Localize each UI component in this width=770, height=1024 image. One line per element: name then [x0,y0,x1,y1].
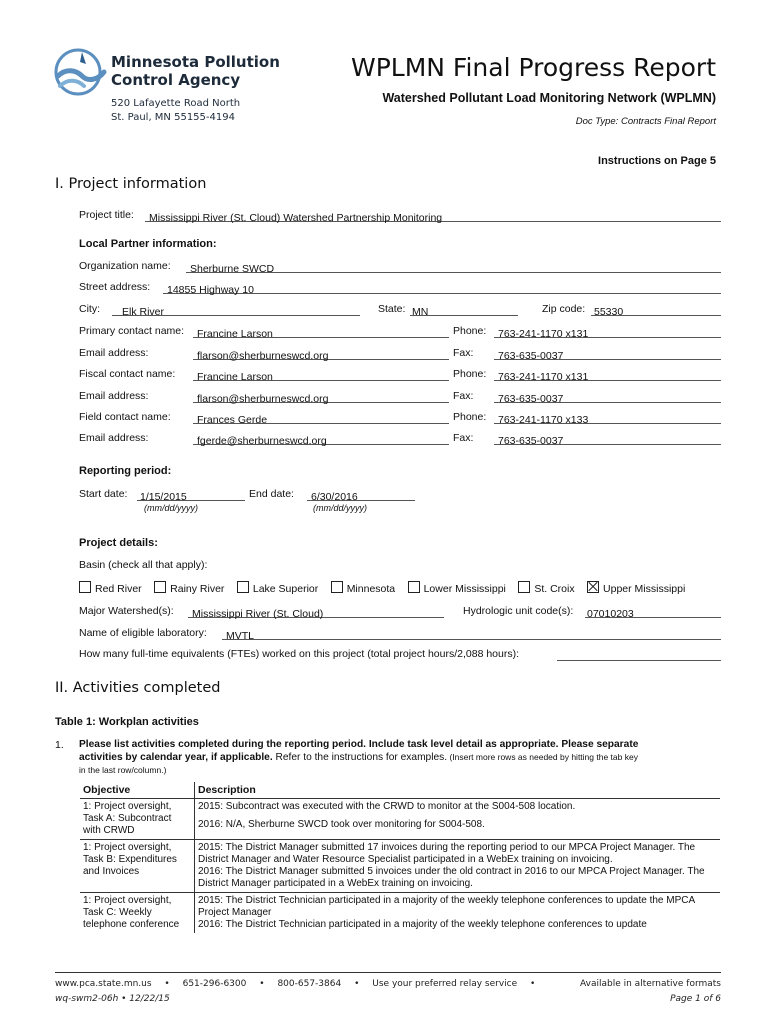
checkbox-upper-mississippi[interactable] [587,581,599,593]
lab-field[interactable] [222,626,721,640]
lab-label: Name of eligible laboratory: [79,627,207,639]
watershed-label: Major Watershed(s): [79,605,174,617]
footer-bullet: • [354,979,360,989]
instruction-small-2: in the last row/column.) [79,765,167,775]
table-cell-objective[interactable]: 1: Project oversight, Task B: Expenditures and Invoices [80,840,195,893]
basin-option[interactable] [154,581,224,595]
state-field[interactable] [410,302,518,316]
agency-name-line1: Minnesota Pollution [111,53,280,71]
contact-label: Fiscal contact name: [79,368,176,380]
basin-option[interactable] [408,581,506,595]
contact-right-label: Phone: [453,368,487,380]
start-date-value: 1/15/2015 [140,491,187,503]
section2-heading: II. Activities completed [55,680,221,696]
section1-heading: I. Project information [55,176,207,192]
contact-right-label: Phone: [453,411,487,423]
footer-website[interactable]: www.pca.state.mn.us [55,979,152,989]
huc-label: Hydrologic unit code(s): [463,605,574,617]
checkbox-st-croix[interactable] [518,581,530,593]
street-value: 14855 Highway 10 [167,284,254,296]
contact-right-field[interactable] [494,389,721,403]
contact-right-value: 763-241-1170 x133 [498,414,589,426]
footer-phone2: 800-657-3864 [277,979,342,989]
zip-field[interactable] [591,302,721,316]
project-title-field[interactable] [145,208,721,222]
basin-option-label: Upper Mississippi [603,583,686,595]
footer-bullet: • [164,979,170,989]
table-row [80,893,720,934]
basin-option-label: Lower Mississippi [423,583,506,595]
footer-relay: Use your preferred relay service [372,979,518,989]
huc-value: 07010203 [587,608,634,620]
instruction-small: (Insert more rows as needed by hitting the tab key [447,752,638,762]
contact-field[interactable] [193,431,449,445]
org-value: Sherburne SWCD [190,263,275,275]
agency-address [111,97,240,125]
end-date-value: 6/30/2016 [311,491,358,503]
contact-field[interactable] [193,389,449,403]
report-subtitle: Watershed Pollutant Load Monitoring Network (WPLMN) [382,91,716,105]
basin-option-label: Minnesota [346,583,396,595]
contact-value: flarson@sherburneswcd.org [197,393,329,405]
table-header-row [80,782,720,799]
footer-phone1: 651-296-6300 [182,979,247,989]
footer-alt-formats: Available in alternative formats [580,979,721,989]
footer-line1 [55,979,721,989]
basin-option[interactable] [79,581,142,595]
basin-option-label: Rainy River [170,583,225,595]
contact-value: Francine Larson [197,328,273,340]
end-date-field[interactable] [307,487,415,501]
column-header-description: Description [195,782,721,799]
contact-right-value: 763-635-0037 [498,393,564,405]
contact-field[interactable] [193,346,449,360]
watershed-value: Mississippi River (St. Cloud) [192,608,324,620]
basin-option-label: Lake Superior [252,583,319,595]
contact-label: Email address: [79,347,149,359]
checkbox-lower-mississippi[interactable] [408,581,420,593]
table-cell-objective[interactable]: 1: Project oversight, Task C: Weekly telephone conference [80,893,195,934]
description-line: 2015: The District Technician participated in a majority of the weekly telephone conferences to update the MPCA Project Manager [198,895,695,918]
watershed-field[interactable] [188,604,444,618]
agency-address-line1: 520 Lafayette Road North [111,98,241,109]
contact-right-field[interactable] [494,324,721,338]
city-label: City: [79,303,100,315]
fte-label: How many full-time equivalents (FTEs) worked on this project (total project hours/2,088 hours): [79,648,520,660]
doc-type: Doc Type: Contracts Final Report [575,116,716,127]
instruction-line1: Please list activities completed during the reporting period. Include task level detail as appropriate. Please separate [79,739,639,750]
basin-label: Basin (check all that apply): [79,559,208,571]
mpca-logo-icon [52,46,108,98]
fte-field[interactable] [557,647,721,661]
instruction-text [79,738,729,777]
column-header-objective: Objective [80,782,195,799]
description-line: 2015: The District Manager submitted 17 invoices during the reporting period to our MPCA Project Manager. The District Manager and Water Resource Specialist participated in a WebEx training on invoicing. [198,842,696,865]
basin-checkbox-row [79,579,685,597]
contact-value: Francine Larson [197,371,273,383]
contact-field[interactable] [193,410,449,424]
footer-bullet: • [530,979,536,989]
agency-address-line2: St. Paul, MN 55155-4194 [111,112,235,123]
start-date-format: (mm/dd/yyyy) [144,503,198,513]
instruction-normal: Refer to the instructions for examples. [272,752,448,763]
basin-option-label: Red River [95,583,142,595]
contact-right-field[interactable] [494,431,721,445]
street-field[interactable] [163,280,721,294]
table-cell-objective[interactable]: 1: Project oversight, Task A: Subcontract with CRWD [80,799,195,840]
end-date-label: End date: [249,488,294,500]
contact-right-label: Phone: [453,325,487,337]
report-title: WPLMN Final Progress Report [350,53,716,82]
huc-field[interactable] [585,604,721,618]
contact-value: flarson@sherburneswcd.org [197,350,329,362]
start-date-field[interactable] [137,487,245,501]
state-value: MN [412,306,429,318]
contact-field[interactable] [193,367,449,381]
local-partner-heading: Local Partner information: [79,238,217,250]
contact-right-value: 763-241-1170 x131 [498,371,589,383]
end-date-format: (mm/dd/yyyy) [313,503,367,513]
footer-doc-code: wq-swm2-06h • 12/22/15 [55,994,170,1004]
zip-value: 55330 [594,306,624,318]
instruction-bold-2: activities by calendar year, if applicable. [79,752,273,763]
lab-value: MVTL [226,630,255,642]
project-title-value: Mississippi River (St. Cloud) Watershed Partnership Monitoring [149,212,443,224]
table-row [80,840,720,893]
description-line: 2015: Subcontract was executed with the CRWD to monitor at the S004-508 location. [198,801,576,812]
table-cell-description[interactable] [195,893,721,934]
contact-value: fgerde@sherburneswcd.org [197,435,327,447]
item-number: 1. [55,739,64,751]
checkbox-rainy-river[interactable] [154,581,166,593]
start-date-label: Start date: [79,488,128,500]
table-cell-description[interactable] [195,840,721,893]
contact-label: Primary contact name: [79,325,185,337]
workplan-table-wrap [80,782,720,964]
org-label: Organization name: [79,260,171,272]
workplan-table [80,782,720,933]
city-value: Elk River [122,306,165,318]
contact-label: Email address: [79,390,149,402]
contact-right-field[interactable] [494,410,721,424]
footer-divider [55,972,721,973]
state-label: State: [378,303,406,315]
project-details-heading: Project details: [79,537,158,549]
street-label: Street address: [79,281,151,293]
contact-right-field[interactable] [494,367,721,381]
basin-option[interactable] [587,581,685,595]
table-cell-description[interactable] [195,799,721,840]
contact-label: Email address: [79,432,149,444]
agency-name-line2: Control Agency [111,71,241,89]
project-title-label: Project title: [79,209,134,221]
instruction-line2 [79,751,729,764]
checkbox-red-river[interactable] [79,581,91,593]
checkbox-minnesota[interactable] [331,581,343,593]
table-row [80,799,720,840]
description-line: 2016: N/A, Sherburne SWCD took over monitoring for S004-508. [198,819,485,830]
contact-right-label: Fax: [453,347,474,359]
description-line: 2016: The District Manager submitted 5 invoices under the old contract in 2016 to our MPCA Project Manager. The District Manager participated in a WebEx training on invoicing. [198,866,705,889]
instructions-note: Instructions on Page 5 [598,155,716,167]
basin-option[interactable] [237,581,318,595]
city-field[interactable] [112,302,360,316]
agency-name [111,53,280,89]
contact-field[interactable] [193,324,449,338]
contact-right-value: 763-635-0037 [498,435,564,447]
basin-option[interactable] [331,581,395,595]
contact-right-label: Fax: [453,432,474,444]
zip-label: Zip code: [542,303,586,315]
contact-right-value: 763-635-0037 [498,350,564,362]
footer-bullet: • [259,979,265,989]
description-line: 2016: The District Technician participated in a majority of the weekly telephone conferences to update [198,919,647,930]
footer-page-number: Page 1 of 6 [670,994,721,1004]
checkbox-lake-superior[interactable] [237,581,249,593]
contact-right-value: 763-241-1170 x131 [498,328,589,340]
contact-right-label: Fax: [453,390,474,402]
table-title: Table 1: Workplan activities [55,716,199,728]
basin-option-label: St. Croix [534,583,575,595]
reporting-heading: Reporting period: [79,465,172,477]
basin-option[interactable] [518,581,574,595]
contact-label: Field contact name: [79,411,171,423]
contact-value: Frances Gerde [197,414,268,426]
org-field[interactable] [186,259,721,273]
contact-right-field[interactable] [494,346,721,360]
